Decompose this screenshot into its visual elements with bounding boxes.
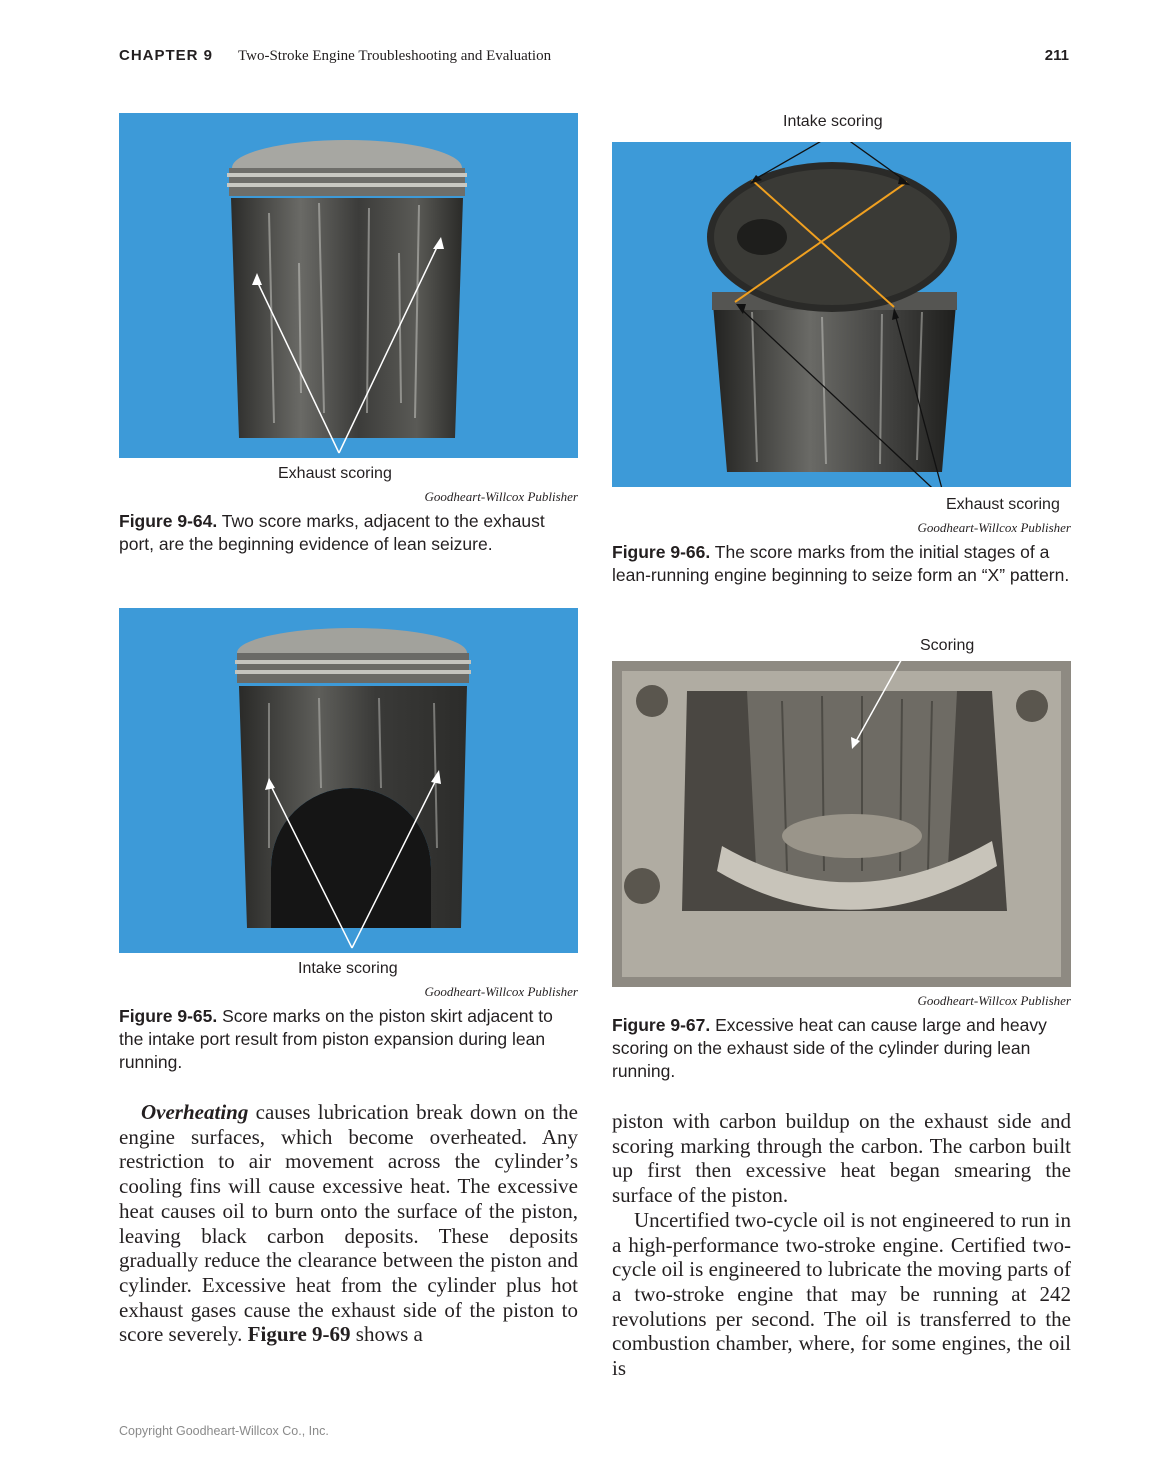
figure-9-65-credit: Goodheart-Willcox Publisher: [424, 984, 578, 999]
copyright-footer: Copyright Goodheart-Willcox Co., Inc.: [119, 1424, 329, 1438]
figure-9-64-photo: [119, 113, 578, 458]
scoring-label: Scoring: [920, 637, 975, 654]
piston-exhaust-photo: [119, 113, 578, 458]
figure-9-65-photo: [119, 608, 578, 953]
figure-9-67-credit: Goodheart-Willcox Publisher: [917, 993, 1071, 1008]
body-right-column: [612, 1109, 1071, 1381]
figure-9-65-number: Figure 9-65.: [119, 1006, 218, 1026]
page-number: 211: [1044, 47, 1069, 64]
chapter-title: Two-Stroke Engine Troubleshooting and Evaluation: [238, 48, 552, 64]
figure-9-66-number: Figure 9-66.: [612, 542, 711, 562]
body-left-column: [119, 1100, 578, 1347]
figure-9-66-photo: [612, 142, 1071, 487]
figure-reference[interactable]: Figure 9-69: [247, 1322, 351, 1347]
body-left-text: causes lubrication break down on the engine surfaces, which become overheated. Any restriction to air movement across the cylinder’s cooling fins will cause excessive heat. The excessive heat causes oil to burn onto the surface of the piston, leaving black carbon deposits. These deposits gradually reduce the clearance between the piston and cylinder. Excessive heat from the cylinder plus hot exhaust gases cause the exhaust side of the piston to score severely.: [119, 1100, 578, 1347]
figure-9-64-number: Figure 9-64.: [119, 511, 218, 531]
body-left-tail: shows a: [350, 1322, 423, 1347]
chapter-label: CHAPTER 9: [119, 47, 214, 64]
figure-9-66-text: The score marks from the initial stages of a lean-running engine beginning to seize form an “X” pattern.: [612, 542, 1070, 585]
exhaust-scoring-bottom-label: Exhaust scoring: [946, 496, 1060, 513]
intake-scoring-label: Intake scoring: [298, 960, 398, 977]
term-overheating: Overheating: [141, 1100, 249, 1124]
figure-9-66-caption: [612, 541, 1072, 587]
intake-scoring-top-label: Intake scoring: [783, 113, 883, 130]
figure-9-67-text: Excessive heat can cause large and heavy scoring on the exhaust side of the cylinder during lean running.: [612, 1015, 1047, 1081]
piston-intake-photo: [119, 608, 578, 953]
figure-9-65-caption: [119, 1005, 569, 1074]
figure-9-66-credit: Goodheart-Willcox Publisher: [917, 520, 1071, 535]
figure-9-64-caption: [119, 510, 569, 556]
figure-9-67-number: Figure 9-67.: [612, 1015, 711, 1035]
figure-9-64-text: Two score marks, adjacent to the exhaust port, are the beginning evidence of lean seizure.: [119, 511, 545, 554]
piston-x-pattern-photo: [612, 142, 1071, 487]
exhaust-scoring-label: Exhaust scoring: [278, 465, 392, 482]
body-paragraph-overheating: [119, 1100, 578, 1347]
body-paragraph-oil: Uncertified two-cycle oil is not engineered to run in a high-performance two-stroke engine. Certified two-cycle oil is engineered to lubricate the moving parts of a two-stroke engine that may be running at 242 revolutions per second. The oil is transferred to the combustion chamber, where, for some engines, the oil is: [612, 1207, 1071, 1381]
figure-9-64-credit: Goodheart-Willcox Publisher: [424, 489, 578, 504]
cylinder-scoring-photo: [612, 661, 1071, 987]
figure-9-67-photo: [612, 661, 1071, 987]
figure-9-67-caption: [612, 1014, 1072, 1083]
figure-9-65-text: Score marks on the piston skirt adjacent to the intake port result from piston expansion during lean running.: [119, 1006, 553, 1072]
body-paragraph-continued: piston with carbon buildup on the exhaust side and scoring marking through the carbon. The carbon built up first then excessive heat began smearing the surface of the piston.: [612, 1109, 1071, 1208]
